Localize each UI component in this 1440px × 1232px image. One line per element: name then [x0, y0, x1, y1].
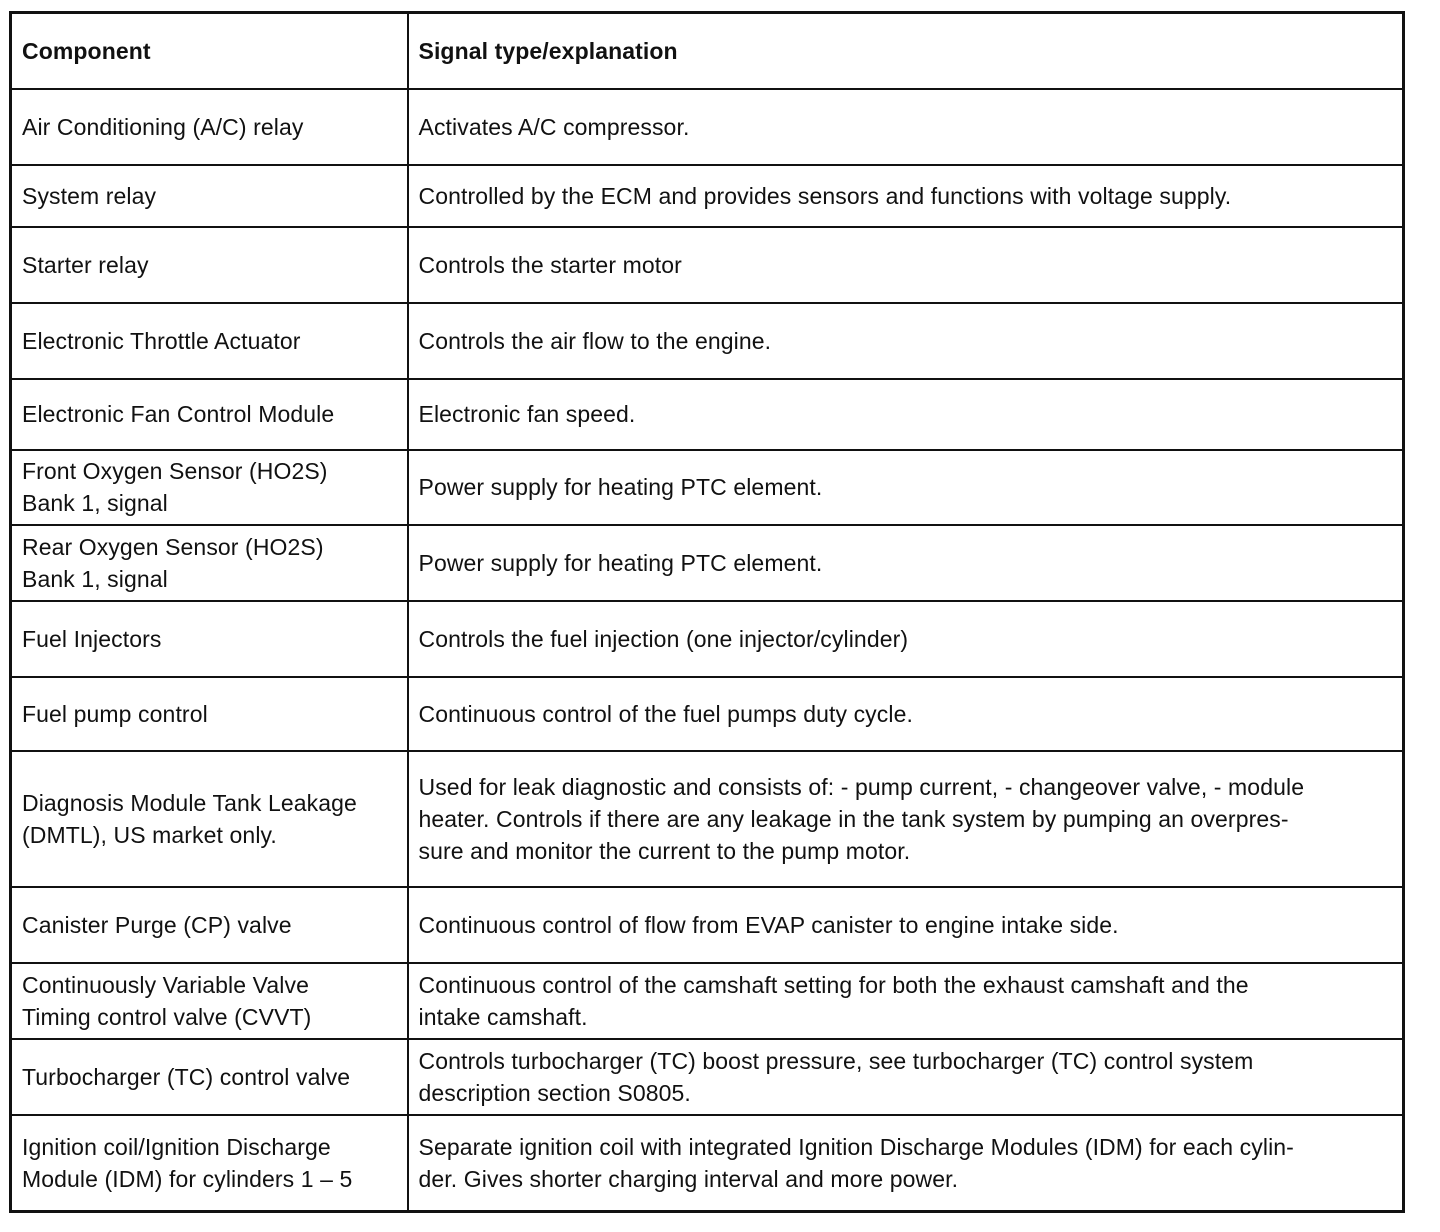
signal-cell: Controls turbocharger (TC) boost pressure, see turbocharger (TC) control system description section S0805. [408, 1039, 1404, 1115]
signal-cell: Power supply for heating PTC element. [408, 450, 1404, 525]
component-cell: Continuously Variable Valve Timing control valve (CVVT) [11, 963, 408, 1039]
signal-cell: Controls the fuel injection (one injector/cylinder) [408, 601, 1404, 677]
component-cell: System relay [11, 165, 408, 227]
table-row [11, 303, 1404, 379]
component-cell: Starter relay [11, 227, 408, 303]
signal-cell: Controls the air flow to the engine. [408, 303, 1404, 379]
table-header-row [11, 13, 1404, 89]
table-row [11, 963, 1404, 1039]
component-signal-table [9, 11, 1405, 1213]
component-cell: Diagnosis Module Tank Leakage (DMTL), US market only. [11, 751, 408, 887]
table-row [11, 1115, 1404, 1212]
table-row [11, 887, 1404, 963]
component-cell: Fuel Injectors [11, 601, 408, 677]
table-row [11, 379, 1404, 450]
component-cell: Electronic Fan Control Module [11, 379, 408, 450]
component-cell: Rear Oxygen Sensor (HO2S) Bank 1, signal [11, 525, 408, 601]
component-cell: Front Oxygen Sensor (HO2S) Bank 1, signal [11, 450, 408, 525]
component-cell: Fuel pump control [11, 677, 408, 751]
component-cell: Ignition coil/Ignition Discharge Module (IDM) for cylinders 1 – 5 [11, 1115, 408, 1212]
component-cell: Electronic Throttle Actuator [11, 303, 408, 379]
signal-cell: Activates A/C compressor. [408, 89, 1404, 165]
table-row [11, 89, 1404, 165]
signal-cell: Controlled by the ECM and provides sensors and functions with voltage supply. [408, 165, 1404, 227]
table-row [11, 677, 1404, 751]
header-signal: Signal type/explanation [408, 13, 1404, 89]
signal-cell: Used for leak diagnostic and consists of: - pump current, - changeover valve, - module heater. Controls if there are any leakage in the tank system by pumping an overpres- sure and monitor the current to the pump motor. [408, 751, 1404, 887]
header-component: Component [11, 13, 408, 89]
table-row [11, 601, 1404, 677]
table-row [11, 450, 1404, 525]
signal-cell: Controls the starter motor [408, 227, 1404, 303]
component-cell: Canister Purge (CP) valve [11, 887, 408, 963]
table-row [11, 227, 1404, 303]
component-cell: Turbocharger (TC) control valve [11, 1039, 408, 1115]
table-row [11, 525, 1404, 601]
table-row [11, 751, 1404, 887]
table-row [11, 165, 1404, 227]
component-cell: Air Conditioning (A/C) relay [11, 89, 408, 165]
signal-cell: Continuous control of the fuel pumps duty cycle. [408, 677, 1404, 751]
signal-cell: Electronic fan speed. [408, 379, 1404, 450]
signal-cell: Continuous control of the camshaft setting for both the exhaust camshaft and the intake camshaft. [408, 963, 1404, 1039]
signal-cell: Continuous control of flow from EVAP canister to engine intake side. [408, 887, 1404, 963]
signal-cell: Separate ignition coil with integrated Ignition Discharge Modules (IDM) for each cylin- der. Gives shorter charging interval and more power. [408, 1115, 1404, 1212]
table-row [11, 1039, 1404, 1115]
signal-cell: Power supply for heating PTC element. [408, 525, 1404, 601]
